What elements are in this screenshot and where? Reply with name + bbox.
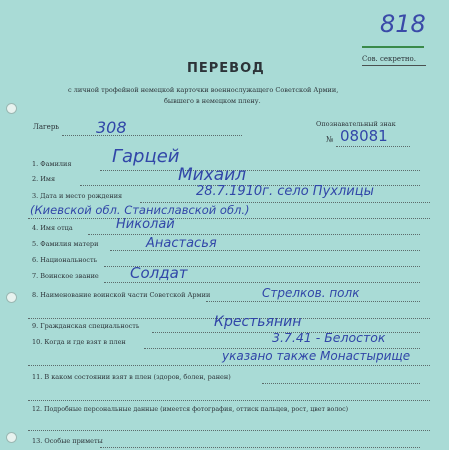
binder-hole [6,432,17,443]
field-label-condition: 11. В каком состоянии взят в плен (здоров, болен, ранен) [32,373,231,381]
field-label-civil-profession: 9. Гражданская специальность [32,322,140,330]
field-value-father-name: Николай [116,217,175,232]
field-value-civil-profession: Крестьянин [214,314,302,330]
page-subtitle: бывшего в немецком плену. [164,97,261,105]
field-label-first-name: 2. Имя [32,175,56,183]
field-line [28,218,430,219]
id-badge-line [336,146,410,147]
field-value-rank: Солдат [130,264,188,282]
field-line [28,430,430,431]
field-label-military-unit: 8. Наименование воинской части Советской Армии [32,291,211,299]
field-label-captured: 10. Когда и где взят в плен [32,338,126,346]
field-line [262,383,420,384]
field-value-surname: Гарцей [112,146,180,167]
page-title: ПЕРЕВОД [187,61,265,76]
top-number-underline [362,46,424,48]
field-value-military-unit: Стрелков. полк [262,286,360,300]
field-label-nationality: 6. Национальность [32,256,98,264]
field-value-captured-continued: указано также Монастырище [222,349,411,363]
id-badge-value: 08081 [340,127,388,145]
camp-line [62,135,242,136]
top-number: 818 [380,10,426,38]
field-line [88,234,420,235]
field-line [100,170,420,171]
field-value-birth: 28.7.1910г. село Пухлицы [196,184,374,199]
binder-hole [6,292,17,303]
field-line [104,282,420,283]
camp-value: 308 [96,118,127,137]
field-label-mother-surname: 5. Фамилия матери [32,240,99,248]
field-line [100,447,420,448]
field-line [28,400,430,401]
binder-hole [6,103,17,114]
field-label-birth: 3. Дата и место рождения [32,192,123,200]
page-subtitle: с личной трофейной немецкой карточки военнослужащего Советской Армии, [68,86,339,94]
field-label-rank: 7. Воинское звание [32,272,99,280]
field-label-father-name: 4. Имя отца [32,224,73,232]
field-label-surname: 1. Фамилия [32,160,72,168]
field-value-birth-continued: (Киевской обл. Станиславской обл.) [30,203,250,217]
field-line [206,301,420,302]
secrecy-label: Сов. секретно. [362,55,417,63]
field-value-mother-surname: Анастасья [146,236,217,251]
field-label-personal-details: 12. Подробные персональные данные (имеется фотография, оттиск пальцев, рост, цвет волос) [32,406,349,413]
field-value-first-name: Михаил [178,165,247,185]
field-label-special-marks: 13. Особые приметы [32,437,103,445]
camp-label: Лагерь [33,123,60,131]
field-line [28,365,430,366]
id-badge-prefix: № [326,135,334,144]
id-badge-label: Опознавательный знак [316,120,396,128]
secrecy-underline [362,65,426,66]
field-value-captured: 3.7.41 - Белосток [272,330,386,345]
